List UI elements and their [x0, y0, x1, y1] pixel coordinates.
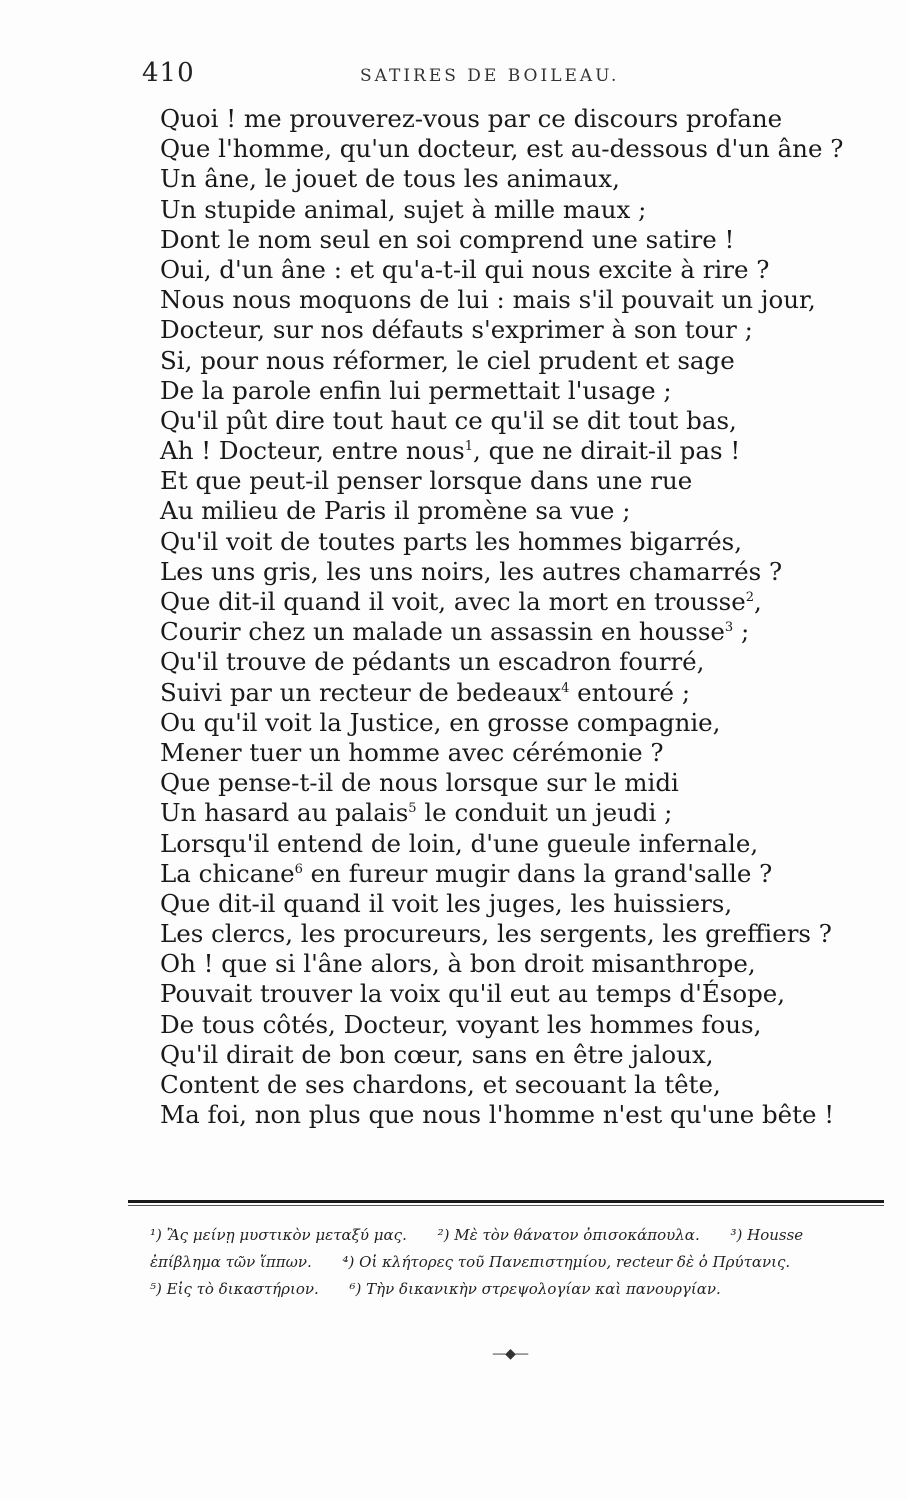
footnote-marker: 1 — [464, 438, 474, 454]
verse-text: Si, pour nous réformer, le ciel prudent et sage — [160, 345, 735, 375]
footnote-marker: 4 — [561, 680, 570, 696]
running-title: SATIRES DE BOILEAU. — [360, 66, 620, 86]
verse-text: Oui, d'un âne : et qu'a-t-il qui nous excite à rire ? — [160, 254, 770, 284]
poem-line — [160, 708, 860, 738]
poem-line — [160, 738, 860, 768]
poem-line — [160, 557, 860, 587]
verse-text: Un hasard au palais — [160, 798, 409, 828]
poem-line — [160, 527, 860, 557]
footnote-rule — [128, 1200, 884, 1203]
poem-line — [160, 104, 860, 134]
footnote-4: ⁴) Οἱ κλήτορες τοῦ Πανεπιστημίου, recteur δὲ ὁ Πρύτανις. — [342, 1253, 791, 1271]
verse-text: Quoi ! me prouverez-vous par ce discours profane — [160, 104, 783, 133]
footnote-1: ¹) Ἂς μείνῃ μυστικὸν μεταξύ μας. — [150, 1226, 407, 1244]
verse-text: Que dit-il quand il voit, avec la mort en trousse — [160, 587, 746, 616]
verse-text: Oh ! que si l'âne alors, à bon droit misanthrope, — [160, 949, 756, 979]
poem-line — [160, 587, 860, 617]
poem-line — [160, 1040, 860, 1070]
poem-line — [160, 647, 860, 677]
verse-text: ; — [733, 617, 750, 647]
verse-text: Un âne, le jouet de tous les animaux, — [160, 164, 620, 194]
poem-line — [160, 919, 860, 949]
verse-text: Mener tuer un homme avec cérémonie ? — [160, 737, 664, 767]
poem-line — [160, 315, 860, 345]
verse-text: Qu'il pût dire tout haut ce qu'il se dit tout bas, — [160, 405, 737, 435]
verse-text: Ou qu'il voit la Justice, en grosse compagnie, — [160, 707, 721, 737]
verse-text: Que l'homme, qu'un docteur, est au-dessous d'un âne ? — [160, 134, 844, 164]
footnotes — [150, 1222, 890, 1303]
poem-line — [160, 436, 860, 466]
verse-text: , — [753, 587, 762, 616]
poem-line — [160, 1010, 860, 1040]
verse-text: Et que peut-il penser lorsque dans une rue — [160, 466, 693, 496]
poem-line — [160, 225, 860, 255]
footnote-marker: 3 — [724, 620, 734, 636]
verse-text: en fureur mugir dans la grand'salle ? — [302, 858, 773, 888]
verse-text: Pouvait trouver la voix qu'il eut au temps d'Ésope, — [160, 979, 786, 1009]
poem-line — [160, 376, 860, 406]
poem-line — [160, 1070, 860, 1100]
footnote-marker: 6 — [294, 861, 303, 877]
verse-text: Qu'il dirait de bon cœur, sans en être jaloux, — [160, 1039, 714, 1069]
poem-line — [160, 768, 860, 798]
end-ornament: —◆— — [492, 1346, 528, 1362]
poem-line — [160, 889, 860, 919]
poem-line — [160, 496, 860, 526]
footnote-6: ⁶) Τὴν δικανικὴν στρεψολογίαν καὶ πανουργίαν. — [349, 1280, 721, 1298]
verse-text: Content de ses chardons, et secouant la tête, — [160, 1070, 721, 1099]
footnote-rule-thin — [128, 1205, 884, 1206]
poem-line — [160, 466, 860, 496]
verse-text: Au milieu de Paris il promène sa vue ; — [160, 496, 631, 526]
verse-text: Ma foi, non plus que nous l'homme n'est qu'une bête ! — [160, 1100, 835, 1130]
poem-line — [160, 829, 860, 859]
footnote-line — [150, 1222, 890, 1249]
verse-text: Ah ! Docteur, entre nous — [160, 436, 465, 466]
verse-text: Courir chez un malade un assassin en housse — [160, 617, 725, 647]
verse-text: Qu'il trouve de pédants un escadron fourré, — [160, 647, 705, 677]
verse-text: Que dit-il quand il voit les juges, les huissiers, — [160, 888, 733, 918]
footnote-marker: 2 — [745, 589, 754, 605]
poem-line — [160, 979, 860, 1009]
poem-line — [160, 678, 860, 708]
poem-line — [160, 134, 860, 164]
footnote-2: ²) Μὲ τὸν θάνατον ὀπισοκάπουλα. — [437, 1226, 700, 1244]
verse-text: Les uns gris, les uns noirs, les autres chamarrés ? — [160, 556, 783, 586]
poem-line — [160, 164, 860, 194]
verse-text: Nous nous moquons de lui : mais s'il pouvait un jour, — [160, 285, 816, 315]
footnote-line — [150, 1249, 890, 1276]
verse-text: La chicane — [160, 858, 295, 888]
verse-text: Docteur, sur nos défauts s'exprimer à son tour ; — [160, 315, 753, 345]
verse-text: entouré ; — [569, 677, 691, 707]
verse-text: De tous côtés, Docteur, voyant les hommes fous, — [160, 1009, 762, 1039]
verse-text: De la parole enfin lui permettait l'usage ; — [160, 375, 672, 405]
poem-line — [160, 1100, 860, 1130]
poem-line — [160, 255, 860, 285]
footnote-line — [150, 1276, 890, 1303]
verse-text: le conduit un jeudi ; — [416, 798, 673, 828]
poem-line — [160, 285, 860, 315]
poem-line — [160, 406, 860, 436]
poem-line — [160, 195, 860, 225]
verse-text: Un stupide animal, sujet à mille maux ; — [160, 194, 647, 224]
poem-line — [160, 798, 860, 828]
poem-line — [160, 346, 860, 376]
verse-text: Qu'il voit de toutes parts les hommes bigarrés, — [160, 526, 743, 556]
page-header — [132, 58, 832, 94]
verse-text: Lorsqu'il entend de loin, d'une gueule infernale, — [160, 828, 759, 858]
footnote-3: ³) Housse — [730, 1226, 804, 1244]
poem-line — [160, 949, 860, 979]
verse-text: Les clercs, les procureurs, les sergents, les greffiers ? — [160, 919, 832, 949]
footnote-3-cont: ἐπίβλημα τῶν ἵππων. — [150, 1253, 312, 1271]
footnote-marker: 5 — [408, 801, 417, 817]
verse-text: Suivi par un recteur de bedeaux — [160, 677, 562, 707]
page-number: 410 — [142, 58, 195, 88]
poem-text — [160, 104, 860, 1130]
verse-text: , que ne dirait-il pas ! — [473, 436, 741, 466]
poem-line — [160, 859, 860, 889]
verse-text: Dont le nom seul en soi comprend une satire ! — [160, 224, 735, 254]
verse-text: Que pense-t-il de nous lorsque sur le midi — [160, 768, 679, 798]
poem-line — [160, 617, 860, 647]
footnote-5: ⁵) Εἰς τὸ δικαστήριον. — [150, 1280, 319, 1298]
